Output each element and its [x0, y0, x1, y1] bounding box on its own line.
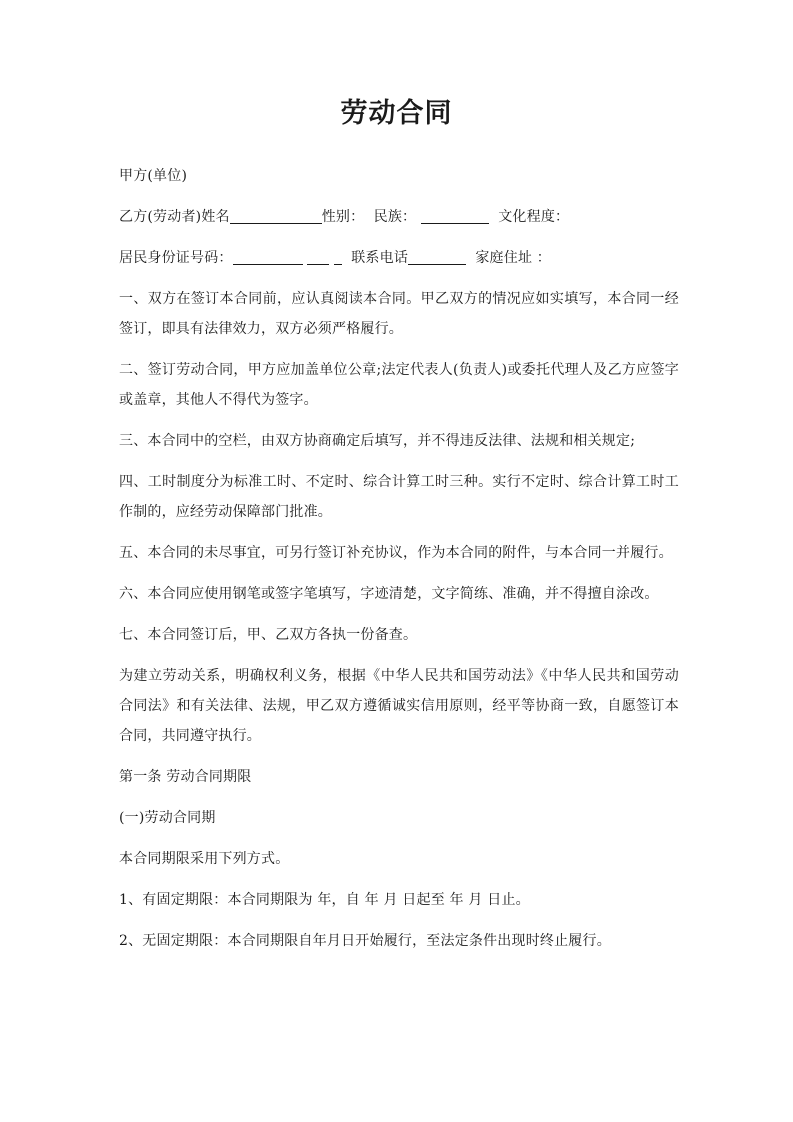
id-number-blank-3	[334, 248, 342, 265]
fixed-term-option: 1、有固定期限：本合同期限为 年，自 年 月 日起至 年 月 日止。	[119, 892, 530, 908]
clause-4: 四、工时制度分为标准工时、不定时、综合计算工时三种。实行不定时、综合计算工时工作制的，应经劳动保障部门批准。	[119, 474, 679, 520]
clause-1: 一、双方在签订本合同前，应认真阅读本合同。甲乙双方的情况应如实填写，本合同一经签订，即具有法律效力，双方必须严格履行。	[119, 291, 679, 337]
ethnicity-blank	[421, 207, 489, 224]
id-number-blank	[233, 248, 303, 265]
party-a-label: 甲方(单位)	[119, 168, 188, 184]
name-blank	[230, 207, 322, 224]
ethnicity-label: 民族：	[373, 209, 417, 225]
method-intro: 本合同期限采用下列方式。	[119, 851, 290, 867]
party-b-line	[119, 202, 679, 232]
id-number-blank-2	[307, 248, 329, 265]
clause-7: 七、本合同签订后，甲、乙双方各执一份备查。	[119, 627, 418, 643]
id-number-label: 居民身份证号码：	[119, 250, 233, 266]
address-label: 家庭住址 ：	[475, 250, 552, 266]
document-title: 劳动合同	[340, 98, 453, 129]
phone-blank	[408, 248, 466, 265]
phone-label: 联系电话	[351, 250, 409, 266]
education-label: 文化程度：	[498, 209, 570, 225]
article-1-heading: 第一条 劳动合同期限	[119, 769, 252, 785]
party-b-name-label: 乙方(劳动者)姓名	[119, 209, 230, 225]
clause-5: 五、本合同的未尽事宜，可另行签订补充协议，作为本合同的附件，与本合同一并履行。	[119, 545, 673, 561]
preamble: 为建立劳动关系，明确权利义务，根据《中华人民共和国劳动法》《中华人民共和国劳动合同法》和有关法律、法规，甲乙双方遵循诚实信用原则，经平等协商一致，自愿签订本合同，共同遵守执行。	[119, 668, 679, 744]
party-a-line	[119, 161, 679, 191]
gender-label: 性别：	[321, 209, 365, 225]
document-body	[119, 161, 679, 967]
id-line	[119, 243, 679, 273]
clause-2: 二、签订劳动合同，甲方应加盖单位公章;法定代表人(负责人)或委托代理人及乙方应签字或盖章，其他人不得代为签字。	[119, 362, 679, 408]
section-1-heading: (一)劳动合同期	[119, 810, 216, 826]
clause-6: 六、本合同应使用钢笔或签字笔填写，字迹清楚，文字简练、准确，并不得擅自涂改。	[119, 586, 659, 602]
clause-3: 三、本合同中的空栏，由双方协商确定后填写，并不得违反法律、法规和相关规定;	[119, 433, 636, 449]
open-term-option: 2、无固定期限：本合同期限自年月日开始履行，至法定条件出现时终止履行。	[119, 933, 611, 949]
